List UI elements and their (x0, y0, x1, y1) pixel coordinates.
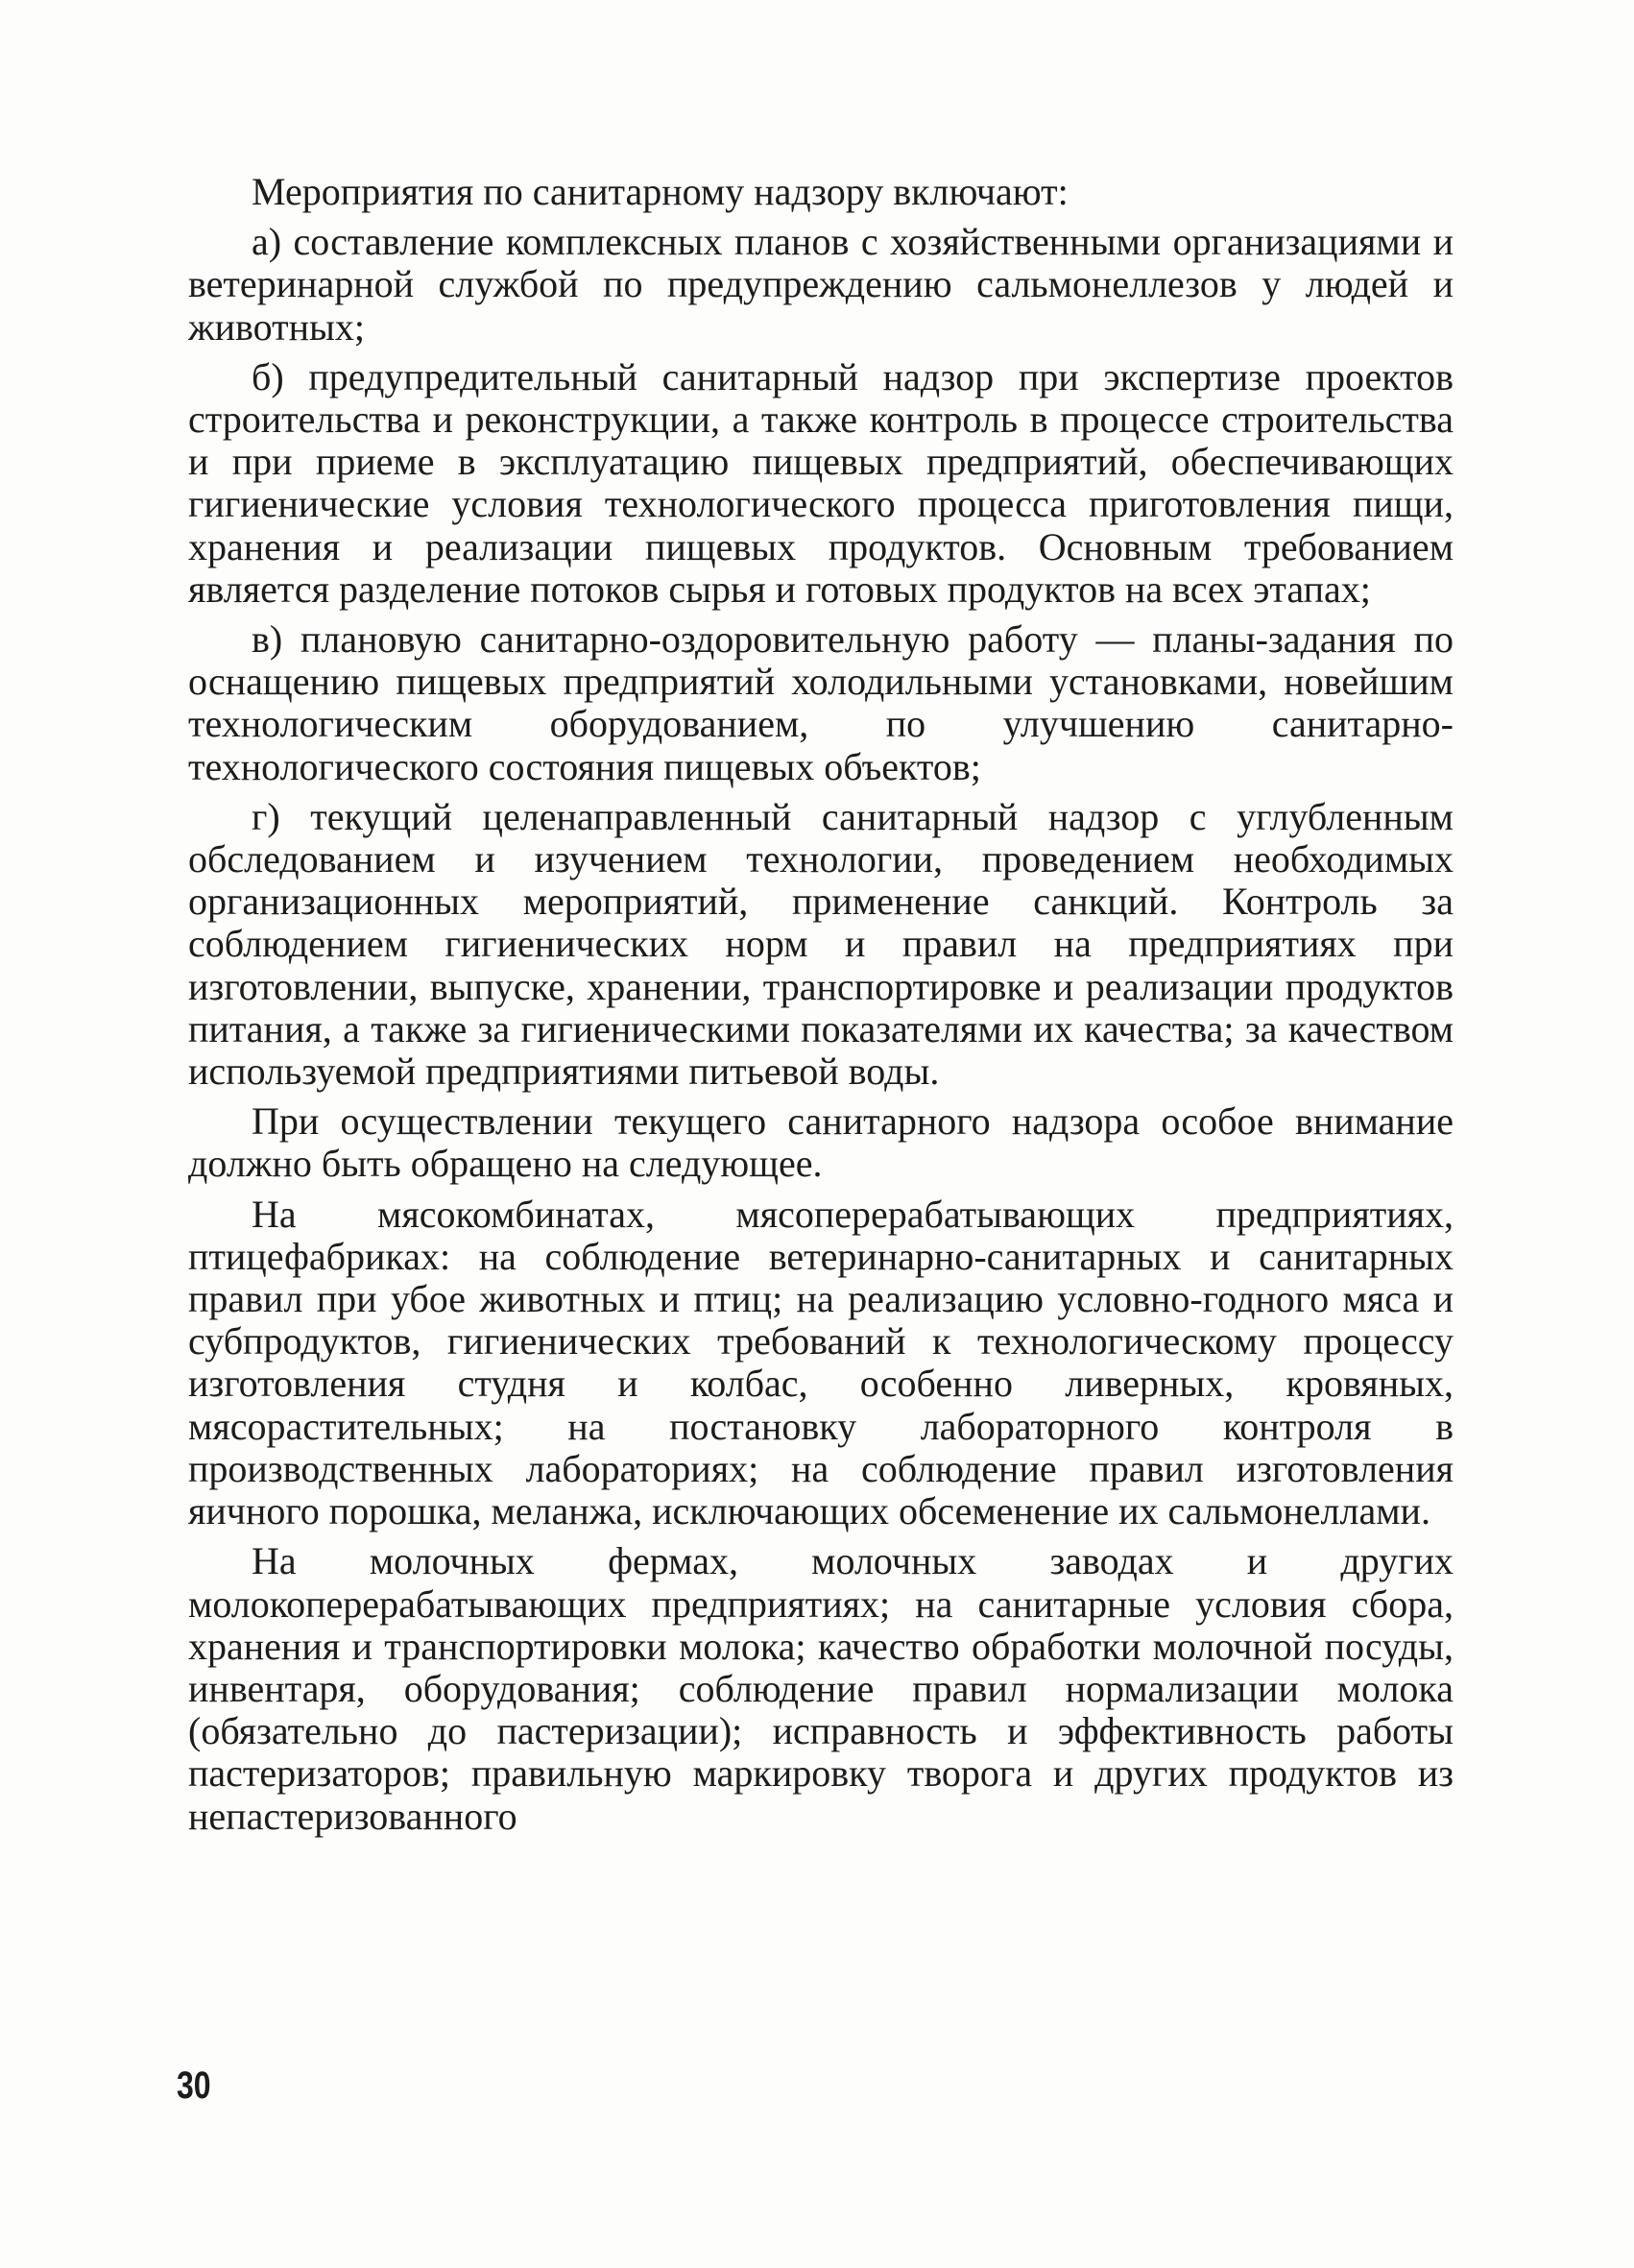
paragraph-intro: Мероприятия по санитарному надзору включают: (252, 170, 1069, 213)
paragraph-item-b: б) предупредительный санитарный надзор при экспертизе проектов строительства и реконструкции, а также контроль в процессе строительства и при приеме в эксплуатацию пищевых предприятий, обеспечивающих гигиенические условия технологического процесса приготовления пищи, хранения и реализации пищевых продуктов. Основным требованием является разделение потоков сырья и готовых продуктов на всех этапах; (188, 354, 1454, 611)
paragraph-dairy-farms: На молочных фермах, молочных заводах и других молокоперерабатывающих предприятиях; на санитарные условия сбора, хранения и транспортировки молока; качество обработки молочной посуды, инвентаря, оборудования; соблюдение правил нормализации молока (обязательно до пастеризации); исправность и эффективность работы пастеризаторов; правильную маркировку творога и других продуктов из непастеризованного (188, 1539, 1454, 1838)
body-text (188, 171, 1454, 1846)
page-number: 30 (177, 2064, 211, 2107)
paragraph-item-v: в) плановую санитарно-оздоровительную работу — планы-задания по оснащению пищевых предприятий холодильными установками, новейшим технологическим оборудованием, по улучшению санитарно-технологического состояния пищевых объектов; (188, 617, 1454, 788)
paragraph-current-supervision: При осуществлении текущего санитарного надзора особое внимание должно быть обращено на следующее. (188, 1099, 1454, 1186)
paragraph-item-a: а) составление комплексных планов с хозяйственными организациями и ветеринарной службой по предупреждению сальмонеллезов у людей и животных; (188, 220, 1454, 349)
paragraph-item-g: г) текущий целенаправленный санитарный надзор с углубленным обследованием и изучением технологии, проведением необходимых организационных мероприятий, применение санкций. Контроль за соблюдением гигиенических норм и правил на предприятиях при изготовлении, выпуске, хранении, транспортировке и реализации продуктов питания, а также за гигиеническими показателями их качества; за качеством используемой предприятиями питьевой воды. (188, 794, 1454, 1094)
paragraph-meat-plants: На мясокомбинатах, мясоперерабатывающих предприятиях, птицефабриках: на соблюдение ветеринарно-санитарных и санитарных правил при убое животных и птиц; на реализацию условно-годного мяса и субпродуктов, гигиенических требований к технологическому процессу изготовления студня и колбас, особенно ливерных, кровяных, мясорастительных; на постановку лабораторного контроля в производственных лабораториях; на соблюдение правил изготовления яичного порошка, меланжа, исключающих обсеменение их сальмонеллами. (188, 1192, 1454, 1533)
